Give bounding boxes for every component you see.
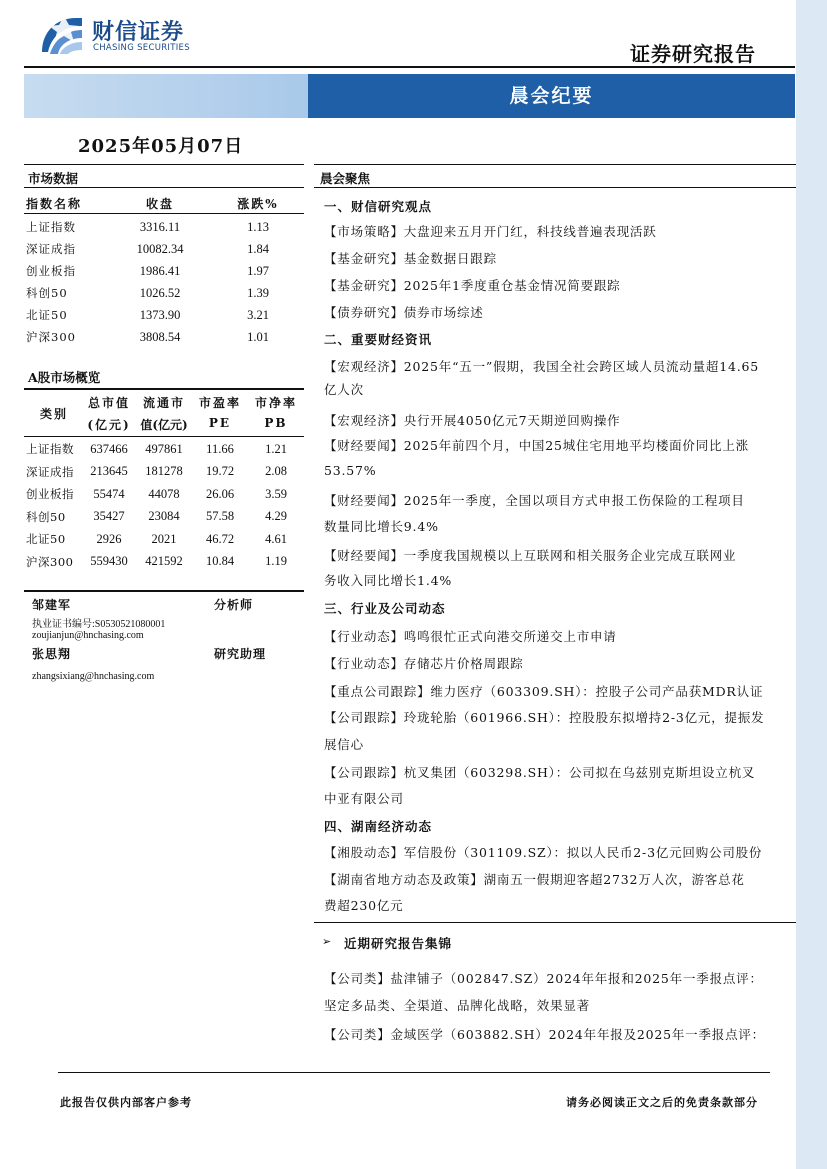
category-cell: 北证50 (26, 532, 66, 547)
value-cell: 1373.90 (139, 307, 181, 322)
value-cell: 35427 (93, 509, 125, 524)
table-row (26, 461, 304, 484)
value-cell: 3316.11 (139, 219, 181, 234)
analyst-email[interactable]: zoujianjun@hnchasing.com (32, 630, 144, 641)
briefing-item: 【行业动态】存储芯片价格周跟踪 (324, 656, 524, 671)
column-header: PB (264, 416, 288, 430)
index-name-cell: 科创50 (26, 286, 68, 300)
briefing-item: 中亚有限公司 (324, 791, 404, 806)
column-header: 总市值 (87, 396, 130, 410)
column-header: PE (208, 416, 232, 430)
value-cell: 1986.41 (139, 263, 181, 278)
analyst-role: 分析师 (214, 598, 254, 612)
value-cell: 2021 (151, 531, 177, 546)
category-cell: 深证成指 (26, 464, 74, 479)
category-cell: 创业板指 (26, 487, 74, 502)
table-row (26, 304, 304, 326)
briefing-item: 【基金研究】基金数据日跟踪 (324, 251, 497, 266)
company-logo (36, 12, 86, 58)
briefing-item: 【财经要闻】2025年前四个月，中国25城住宅用地平均楼面价同比上涨 (324, 438, 749, 453)
banner-title: 晨会纪要 (509, 85, 594, 107)
divider (24, 187, 304, 188)
footer-divider (58, 1072, 770, 1073)
recent-reports-list (324, 0, 794, 1169)
briefing-item: 【湘股动态】军信股份（301109.SZ）：拟以人民币2-3亿元回购公司股份 (324, 845, 763, 860)
column-header: (亿元) (87, 418, 131, 432)
ashare-data-rows (26, 438, 304, 573)
assistant-name: 张思翔 (32, 647, 72, 661)
report-date: 2025年05月07日 (78, 136, 244, 157)
column-header: 收盘 (145, 196, 174, 211)
value-cell: 10.84 (205, 554, 235, 569)
recent-report-item: 【公司类】盐津铺子（002847.SZ）2024年年报和2025年一季报点评： (324, 971, 763, 986)
value-cell: 55474 (93, 486, 125, 501)
briefing-item: 【财经要闻】一季度我国规模以上互联网和相关服务企业完成互联网业 (324, 548, 737, 563)
table-row (26, 260, 304, 282)
category-cell: 科创50 (26, 509, 66, 524)
briefing-item: 53.57% (324, 463, 377, 478)
footer-disclaimer-left: 此报告仅供内部客户参考 (60, 1096, 192, 1109)
ashare-table-header (26, 392, 304, 436)
table-row (26, 551, 304, 574)
recent-report-item: 【公司类】金域医学（603882.SH）2024年年报及2025年一季报点评： (324, 1027, 765, 1042)
briefing-item: 费超230亿元 (324, 898, 404, 913)
section-heading: 三、行业及公司动态 (324, 601, 446, 616)
index-name-cell: 深证成指 (26, 242, 76, 256)
briefing-item: 【公司跟踪】杭叉集团（603298.SH）：公司拟在乌兹别克斯坦设立杭叉 (324, 765, 756, 780)
divider (24, 388, 304, 390)
banner-left (24, 74, 308, 118)
market-data-table (26, 192, 304, 214)
value-cell: 44078 (148, 486, 180, 501)
briefing-item: 亿人次 (324, 382, 364, 397)
value-cell: 181278 (145, 464, 183, 479)
divider (24, 590, 304, 592)
briefing-item: 【湖南省地方动态及政策】湖南五一假期迎客超2732万人次，游客总花 (324, 872, 745, 887)
table-row (26, 528, 304, 551)
value-cell: 3.21 (247, 307, 269, 322)
value-cell: 10082.34 (136, 241, 184, 256)
value-cell: 497861 (145, 441, 183, 456)
brand-name-en: CHASING SECURITIES (93, 43, 190, 53)
value-cell: 23084 (148, 509, 180, 524)
briefing-item: 【宏观经济】央行开展4050亿元7天期逆回购操作 (324, 413, 621, 428)
briefing-item: 【行业动态】鸣鸣很忙正式向港交所递交上市申请 (324, 629, 617, 644)
value-cell: 1.39 (247, 285, 269, 300)
recent-reports-title: 近期研究报告集锦 (344, 936, 453, 951)
briefing-item: 【债券研究】债券市场综述 (324, 305, 484, 320)
index-name-cell: 沪深300 (26, 330, 76, 344)
analyst-certificate: 执业证书编号:S0530521080001 (32, 619, 166, 630)
table-row (26, 483, 304, 506)
index-name-cell: 创业板指 (26, 264, 76, 278)
column-header: 市盈率 (198, 396, 241, 410)
report-type-label: 证券研究报告 (630, 42, 756, 66)
section-heading: 一、财信研究观点 (324, 199, 433, 214)
column-header: 涨跌% (237, 196, 279, 211)
divider (24, 213, 304, 214)
footer-disclaimer-right: 请务必阅读正文之后的免责条款部分 (566, 1096, 758, 1109)
value-cell: 2926 (96, 531, 122, 546)
market-data-rows (26, 216, 304, 348)
table-row (26, 506, 304, 529)
value-cell: 1026.52 (139, 285, 181, 300)
value-cell: 1.01 (247, 329, 269, 344)
value-cell: 19.72 (205, 464, 235, 479)
value-cell: 1.21 (265, 441, 287, 456)
brand-name-cn: 财信证券 (92, 20, 185, 45)
value-cell: 2.08 (265, 464, 287, 479)
value-cell: 4.29 (265, 509, 287, 524)
briefing-item: 【公司跟踪】玲珑轮胎（601966.SH）：控股股东拟增持2-3亿元，提振发 (324, 710, 765, 725)
briefing-item: 【宏观经济】2025年“五一”假期，我国全社会跨区域人员流动量超14.65 (324, 359, 759, 374)
divider (24, 436, 304, 437)
section-heading: 二、重要财经资讯 (324, 332, 433, 347)
category-cell: 上证指数 (26, 442, 74, 457)
value-cell: 1.13 (247, 219, 269, 234)
value-cell: 637466 (90, 441, 128, 456)
arrow-bullet-icon: ➢ (322, 935, 332, 948)
column-header: 指数名称 (26, 196, 83, 211)
briefing-item: 务收入同比增长1.4% (324, 573, 453, 588)
value-cell: 4.61 (265, 531, 287, 546)
assistant-role: 研究助理 (214, 647, 267, 661)
value-cell: 26.06 (205, 486, 235, 501)
value-cell: 559430 (90, 554, 128, 569)
briefing-item: 【财经要闻】2025年一季度，全国以项目方式申报工伤保险的工程项目 (324, 493, 745, 508)
value-cell: 11.66 (206, 441, 234, 456)
assistant-email[interactable]: zhangsixiang@hnchasing.com (32, 671, 155, 682)
index-name-cell: 上证指数 (26, 220, 76, 234)
value-cell: 57.58 (205, 509, 235, 524)
table-row (26, 326, 304, 348)
value-cell: 1.19 (265, 554, 287, 569)
recent-report-item: 坚定多品类、全渠道、品牌化战略，效果显著 (324, 998, 591, 1013)
value-cell: 1.84 (247, 241, 269, 256)
briefing-item: 【市场策略】大盘迎来五月开门红，科技线普遍表现活跃 (324, 224, 657, 239)
value-cell: 3808.54 (139, 329, 181, 344)
section-heading: 四、湖南经济动态 (324, 819, 433, 834)
column-header: 值(亿元) (140, 418, 188, 432)
divider (24, 164, 304, 165)
analyst-name: 邹建军 (32, 598, 72, 612)
column-header: 类别 (39, 407, 68, 421)
table-row (26, 216, 304, 238)
decorative-side-strip (796, 0, 827, 1169)
focus-title: 晨会聚焦 (320, 171, 371, 186)
briefing-item: 展信心 (324, 737, 364, 752)
table-row (26, 238, 304, 260)
market-data-title: 市场数据 (28, 171, 79, 186)
value-cell: 421592 (145, 554, 183, 569)
index-name-cell: 北证50 (26, 308, 68, 322)
briefing-item: 【基金研究】2025年1季度重仓基金情况简要跟踪 (324, 278, 621, 293)
column-header: 市净率 (254, 396, 297, 410)
value-cell: 46.72 (205, 531, 235, 546)
ashare-overview-title: A股市场概览 (28, 370, 101, 385)
value-cell: 1.97 (247, 263, 269, 278)
briefing-item: 数量同比增长9.4% (324, 519, 439, 534)
value-cell: 213645 (90, 464, 128, 479)
table-row (26, 438, 304, 461)
category-cell: 沪深300 (26, 554, 74, 569)
briefing-item: 【重点公司跟踪】维力医疗（603309.SH）：控股子公司产品获MDR认证 (324, 684, 764, 699)
table-row (26, 282, 304, 304)
column-header: 流通市 (142, 396, 185, 410)
value-cell: 3.59 (265, 486, 287, 501)
